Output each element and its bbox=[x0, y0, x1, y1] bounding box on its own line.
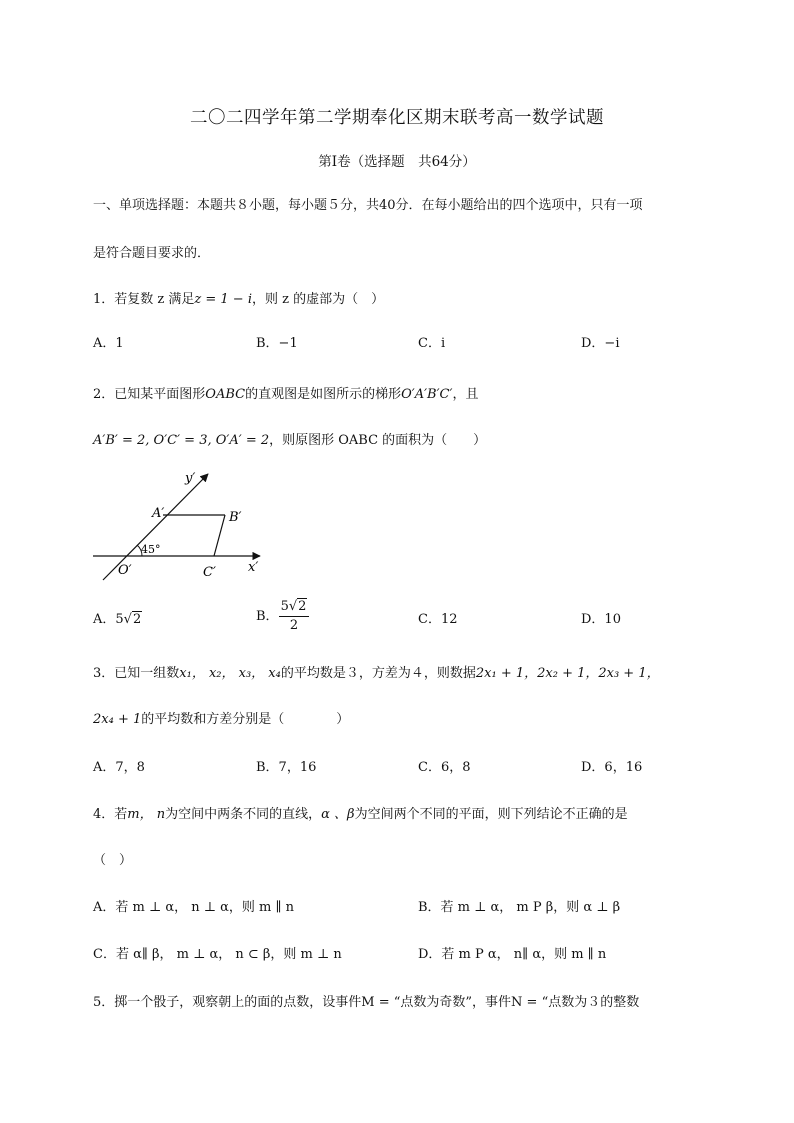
q2-suffix: ，且 bbox=[452, 387, 479, 402]
trapezoid-right-edge bbox=[214, 515, 225, 556]
q1-option-d: D．−i bbox=[581, 336, 620, 351]
q4-option-b: B．若 m ⊥ α， m P β，则 α ⊥ β bbox=[418, 900, 621, 915]
q3-option-c: C．6，8 bbox=[418, 760, 471, 775]
q2-prefix: 2．已知某平面图形 bbox=[93, 387, 206, 402]
q2-shape: OABC bbox=[205, 387, 246, 402]
label-y-prime: y′ bbox=[185, 471, 196, 486]
section-instructions-line1: 一、单项选择题：本题共８小题，每小题５分，共40分．在每小题给出的四个选项中，只有一项 bbox=[93, 198, 643, 213]
q4-option-a: A．若 m ⊥ α， n ⊥ α，则 m ∥ n bbox=[93, 900, 294, 915]
q2-option-b: B． $\frac{5√2}{2}$ bbox=[256, 598, 309, 635]
q3-transformed-data: 2x₁ + 1，2x₂ + 1，2x₃ + 1， bbox=[475, 666, 660, 681]
q3-option-d: D．6，16 bbox=[581, 760, 643, 775]
question-4-line2: （ ） bbox=[93, 853, 133, 868]
q4-option-d: D．若 m P α， n∥ α，则 m ∥ n bbox=[418, 947, 607, 962]
question-2-line2 bbox=[93, 431, 486, 451]
q2-condition-suffix: ，则原图形 OABC 的面积为（ ） bbox=[269, 433, 487, 448]
q2-option-c: C．12 bbox=[418, 612, 458, 627]
question-5-line1: 5．掷一个骰子，观察朝上的面的点数，设事件M = “点数为奇数”，事件N = “点数为３的整数 bbox=[93, 995, 640, 1010]
q1-option-c: C．i bbox=[418, 336, 446, 351]
q3-option-b: B．7，16 bbox=[256, 760, 317, 775]
q2-option-d: D．10 bbox=[581, 612, 621, 627]
q3-option-a: A．7，8 bbox=[93, 760, 145, 775]
question-1 bbox=[93, 290, 384, 310]
q2-figure bbox=[90, 466, 280, 586]
q1-option-a: A．1 bbox=[93, 336, 124, 351]
q1-suffix: ，则 z 的虚部为（ ） bbox=[251, 292, 385, 307]
label-c-prime: C′ bbox=[203, 565, 216, 580]
q1-equation: z = 1 − i bbox=[194, 292, 252, 307]
exam-subtitle: 第Ⅰ卷（选择题 共64分） bbox=[318, 154, 476, 170]
label-a-prime: A′ bbox=[152, 506, 165, 521]
label-b-prime: B′ bbox=[229, 510, 242, 525]
q1-option-b: B．−1 bbox=[256, 336, 298, 351]
q2-conditions: A′B′ = 2, O′C′ = 3, O′A′ = 2 bbox=[93, 433, 270, 448]
label-x-prime: x′ bbox=[248, 560, 259, 575]
q2-middle: 的直观图是如图所示的梯形 bbox=[245, 387, 402, 402]
q2-option-a: A．5√2 bbox=[93, 612, 142, 627]
q3-variables: x₁， x₂， x₃， x₄ bbox=[179, 666, 281, 681]
question-3-line1: 3．已知一组数x₁， x₂， x₃， x₄的平均数是３，方差为４，则数据2x₁ + 1，2x₂ + 1，2x₃ + 1， bbox=[93, 666, 660, 681]
question-4-line1: 4．若m， n为空间中两条不同的直线，α 、β为空间两个不同的平面，则下列结论不正确的是 bbox=[93, 807, 628, 822]
q2-shape-prime: O′A′B′C′ bbox=[401, 387, 453, 402]
question-2-line1 bbox=[93, 385, 478, 405]
label-o-prime: O′ bbox=[118, 563, 132, 578]
label-angle: 45° bbox=[141, 543, 161, 556]
question-3-line2: 2x₄ + 1的平均数和方差分别是（ ） bbox=[93, 712, 350, 727]
exam-title: 二〇二四学年第二学期奉化区期末联考高一数学试题 bbox=[190, 108, 604, 128]
q1-prefix: 1．若复数 z 满足 bbox=[93, 292, 195, 307]
q4-option-c: C．若 α∥ β， m ⊥ α， n ⊂ β，则 m ⊥ n bbox=[93, 947, 342, 962]
section-instructions-line2: 是符合题目要求的． bbox=[93, 246, 211, 261]
